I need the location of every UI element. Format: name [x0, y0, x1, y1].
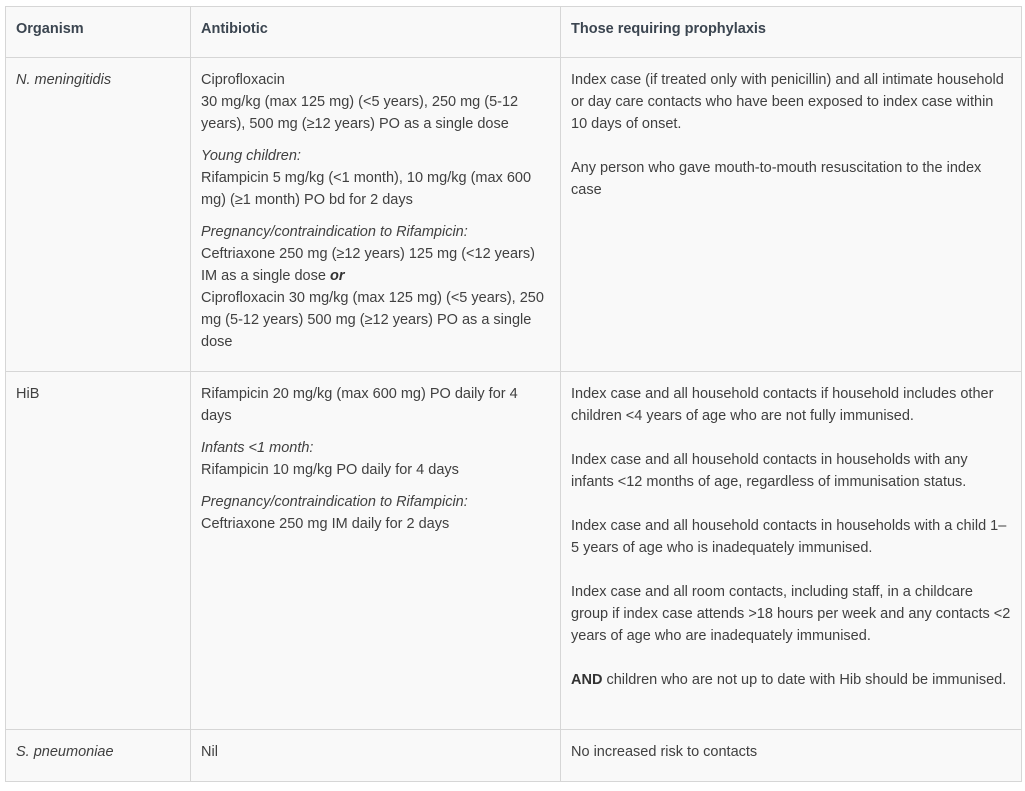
organism-cell	[6, 372, 191, 730]
table-row	[6, 58, 1022, 372]
antibiotic-drug: Nil	[201, 744, 218, 760]
prophylaxis-paragraph: Index case and all room contacts, including staff, in a childcare group if index case attends >18 hours per week and any contacts <2 years of age who are inadequately immunised.	[571, 584, 1011, 644]
antibiotic-dose: Rifampicin 20 mg/kg (max 600 mg) PO daily for 4 days	[201, 386, 518, 424]
header-antibiotic: Antibiotic	[191, 7, 561, 58]
or-connector: or	[329, 268, 345, 284]
subgroup-dose: Rifampicin 5 mg/kg (<1 month), 10 mg/kg (max 600 mg) (≥1 month) PO bd for 2 days	[201, 170, 532, 208]
prophylaxis-table	[5, 6, 1022, 782]
antibiotic-cell	[191, 58, 561, 372]
organism-name: S. pneumoniae	[16, 744, 114, 760]
prophylaxis-paragraph: Index case (if treated only with penicillin) and all intimate household or day care contacts who have been exposed to index case within 10 days of onset.	[571, 72, 1004, 132]
prophylaxis-cell	[561, 58, 1022, 372]
and-emphasis: AND	[571, 672, 603, 688]
prophylaxis-paragraph: Index case and all household contacts in households with any infants <12 months of age, regardless of immunisation status.	[571, 452, 968, 490]
organism-name: HiB	[16, 386, 40, 402]
subgroup-dose: Ceftriaxone 250 mg (≥12 years) 125 mg (<12 years) IM as a single dose or	[201, 246, 535, 284]
subgroup-dose: Ciprofloxacin 30 mg/kg (max 125 mg) (<5 years), 250 mg (5-12 years) 500 mg (≥12 years) PO as a single dose	[201, 290, 544, 350]
table-header-row	[6, 7, 1022, 58]
prophylaxis-paragraph: AND children who are not up to date with Hib should be immunised.	[571, 672, 1007, 688]
prophylaxis-paragraph: Any person who gave mouth-to-mouth resuscitation to the index case	[571, 160, 982, 198]
prophylaxis-paragraph: Index case and all household contacts if household includes other children <4 years of age who are not fully immunised.	[571, 386, 994, 424]
table-row	[6, 730, 1022, 782]
prophylaxis-paragraph: Index case and all household contacts in households with a child 1–5 years of age who is inadequately immunised.	[571, 518, 1007, 556]
subgroup-heading: Pregnancy/contraindication to Rifampicin:	[201, 494, 468, 510]
subgroup-dose: Rifampicin 10 mg/kg PO daily for 4 days	[201, 462, 459, 478]
organism-cell	[6, 58, 191, 372]
prophylaxis-paragraph: No increased risk to contacts	[571, 744, 758, 760]
prophylaxis-cell	[561, 372, 1022, 730]
table-row	[6, 372, 1022, 730]
header-organism: Organism	[6, 7, 191, 58]
antibiotic-dose: 30 mg/kg (max 125 mg) (<5 years), 250 mg (5-12 years), 500 mg (≥12 years) PO as a single dose	[201, 94, 519, 132]
organism-name: N. meningitidis	[16, 72, 112, 88]
organism-cell	[6, 730, 191, 782]
subgroup-heading: Infants <1 month:	[201, 440, 314, 456]
header-prophylaxis: Those requiring prophylaxis	[561, 7, 1022, 58]
antibiotic-cell	[191, 372, 561, 730]
antibiotic-cell	[191, 730, 561, 782]
subgroup-heading: Pregnancy/contraindication to Rifampicin:	[201, 224, 468, 240]
subgroup-heading: Young children:	[201, 148, 301, 164]
antibiotic-drug: Ciprofloxacin	[201, 72, 285, 88]
prophylaxis-cell	[561, 730, 1022, 782]
subgroup-dose: Ceftriaxone 250 mg IM daily for 2 days	[201, 516, 450, 532]
